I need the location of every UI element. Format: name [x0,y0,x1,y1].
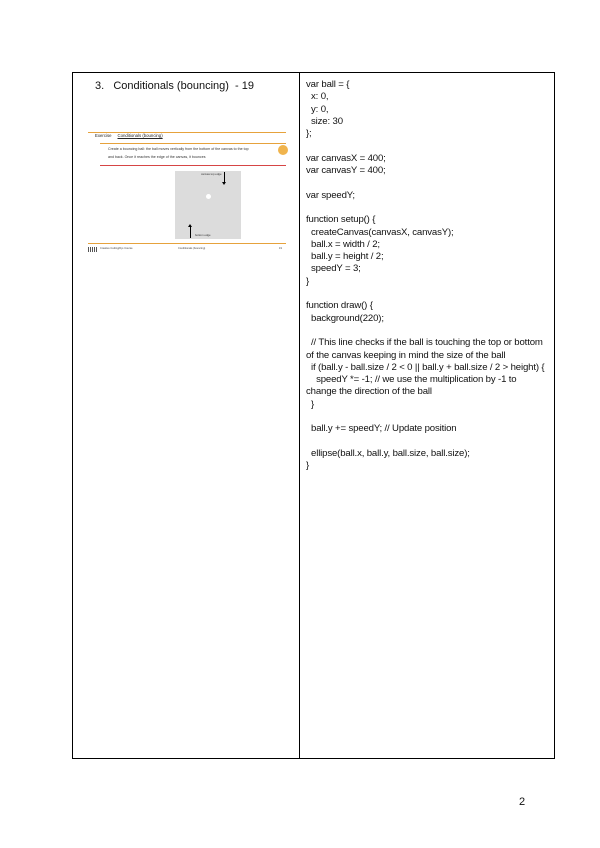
thumbnail-red-rule [100,165,286,166]
page-number: 2 [519,796,526,808]
thumbnail-footer-left-1: Creative Coding [100,247,119,250]
logo-icon [88,247,98,252]
section-heading: 3. Conditionals (bouncing) - 19 [95,80,254,92]
arrow-up-icon [190,226,191,238]
content-table [72,72,555,759]
canvas-label-top: canvas top edge [201,172,222,176]
exercise-cell [73,73,300,758]
thumbnail-instruction-line-2: and back. Once it reaches the edge of the canvas, it bounces [108,155,206,159]
arrow-down-icon [224,172,225,183]
thumbnail-instruction-line-1: Create a bouncing ball: the ball moves vertically from the bottom of the canvas to the top [108,147,249,151]
slide-thumbnail [88,131,286,253]
thumbnail-footer-page: 19 [279,247,282,250]
thumbnail-footer-center: Conditionals (bouncing) [178,247,206,250]
thumbnail-orange-rule [100,143,286,144]
thumbnail-title-link: Conditionals (bouncing) [117,133,163,138]
canvas-label-bottom: bottom edge [195,233,211,237]
canvas-preview [175,171,241,239]
ball-icon [206,194,211,199]
thumbnail-footer-left-2: p5.js Course [118,247,133,250]
thumbnail-footer-rule [88,243,286,244]
thumbnail-badge-icon [278,145,288,155]
thumbnail-title [95,133,163,138]
thumbnail-title-prefix: Exercise [95,133,112,138]
code-listing: var ball = { x: 0, y: 0, size: 30 }; var canvasX = 400; var canvasY = 400; var speedY; function setup() { createCanvas(canvasX, canvasY); ball.x = width / 2; ball.y = height / 2; speedY = 3; } function draw() { background(220); // This line checks if the ball is touching the top or bottom of the canvas keeping in mind the size of the ball if (ball.y - ball.size / 2 < 0 || ball.y + ball.size / 2 > height) { speedY *= -1; // we use the multiplication by -1 to change the direction of the ball } ball.y += speedY; // Update position ellipse(ball.x, ball.y, ball.size, ball.size); } [306,79,545,472]
code-cell [300,73,554,758]
